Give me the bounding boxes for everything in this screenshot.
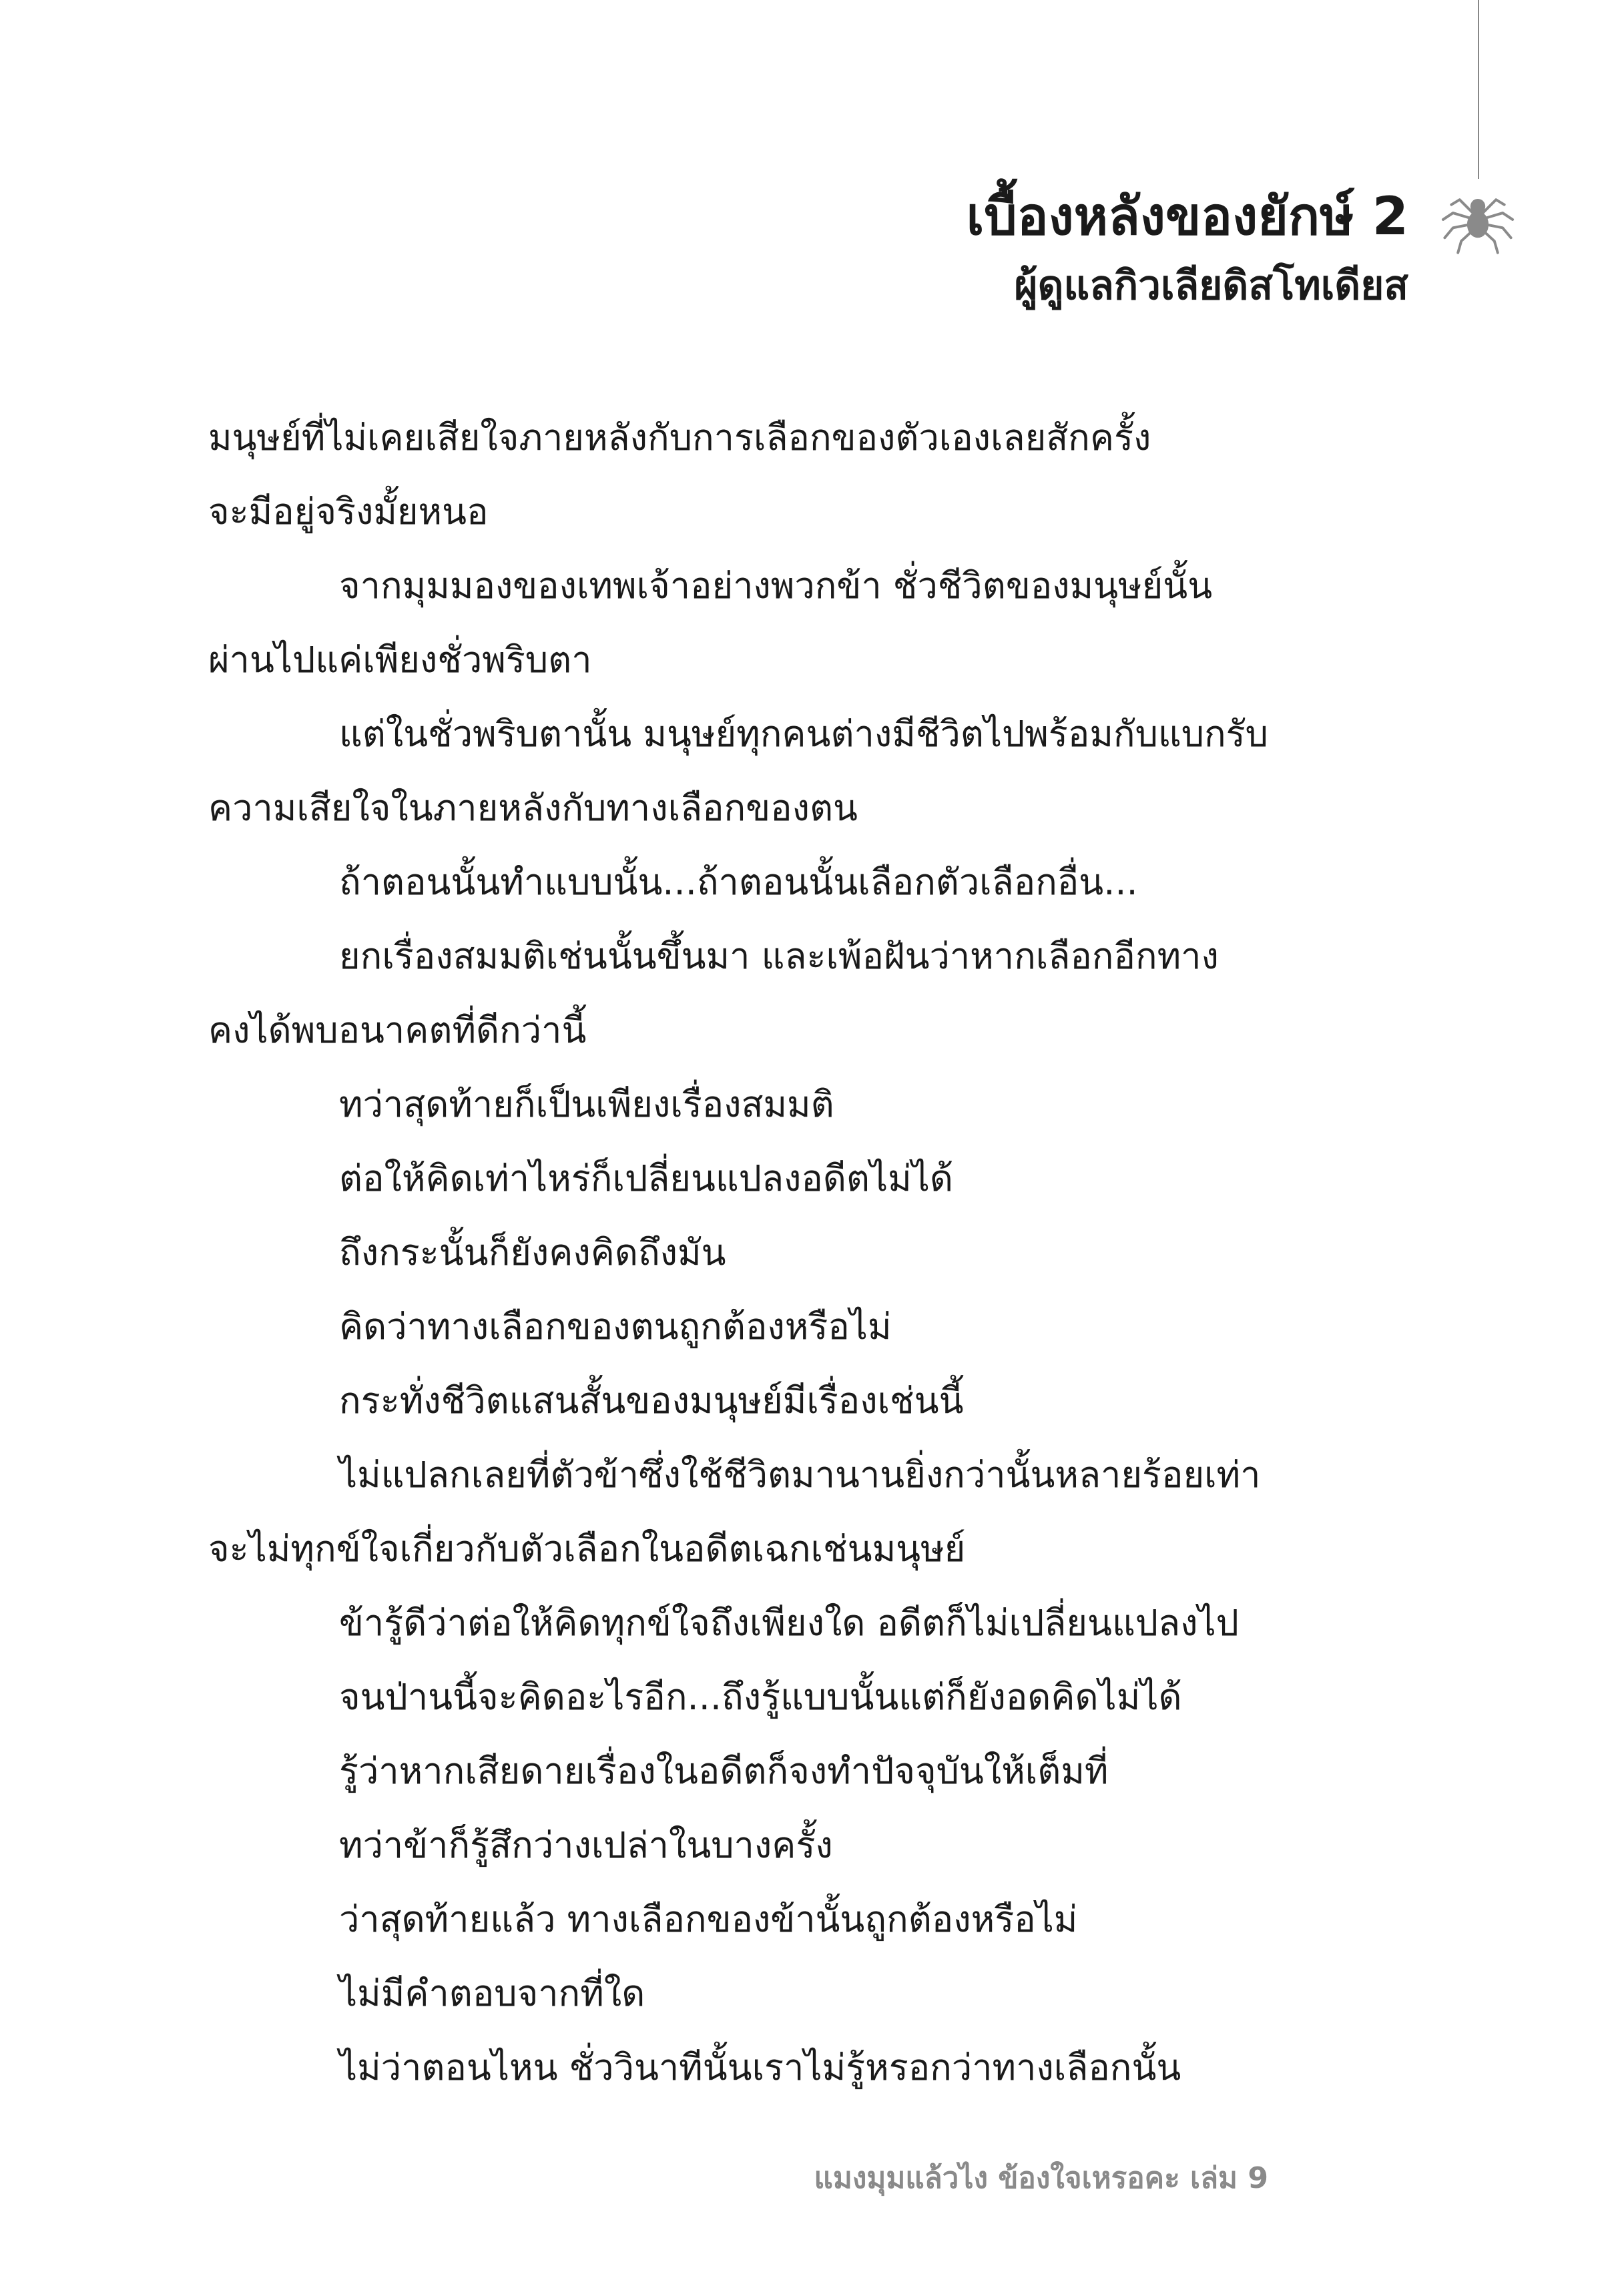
text-line: ทว่าสุดท้ายก็เป็นเพียงเรื่องสมมติ [339,1083,834,1125]
text-line: รู้ว่าหากเสียดายเรื่องในอดีตก็จงทำปัจจุบันให้เต็มที่ [339,1750,1109,1792]
text-line: ไม่แปลกเลยที่ตัวข้าซึ่งใช้ชีวิตมานานยิ่งกว่านั้นหลายร้อยเท่า [339,1454,1261,1496]
text-line: ไม่ว่าตอนไหน ชั่ววินาทีนั้นเราไม่รู้หรอกว่าทางเลือกนั้น [339,2046,1181,2088]
text-line: ทว่าข้าก็รู้สึกว่างเปล่าในบางครั้ง [339,1824,833,1866]
text-line: จะไม่ทุกข์ใจเกี่ยวกับตัวเลือกในอดีตเฉกเช่นมนุษย์ [208,1528,966,1570]
text-line: จนป่านนี้จะคิดอะไรอีก...ถึงรู้แบบนั้นแต่ก็ยังอดคิดไม่ได้ [339,1676,1182,1718]
body-text [208,400,1415,2104]
text-line: คงได้พบอนาคตที่ดีกว่านี้ [208,1009,587,1051]
chapter-title: เบื้องหลังของยักษ์ 2 [966,187,1408,247]
spider-thread [1478,0,1479,179]
chapter-header [967,180,1408,318]
text-line: มนุษย์ที่ไม่เคยเสียใจภายหลังกับการเลือกของตัวเองเลยสักครั้ง [208,416,1151,459]
text-line: ไม่มีคำตอบจากที่ใด [339,1972,645,2014]
running-footer: แมงมุมแล้วไง ข้องใจเหรอคะ เล่ม 9 [814,2161,1268,2195]
text-line: กระทั่งชีวิตแสนสั้นของมนุษย์มีเรื่องเช่นนี้ [339,1380,964,1422]
text-line: แต่ในชั่วพริบตานั้น มนุษย์ทุกคนต่างมีชีวิตไปพร้อมกับแบกรับ [339,713,1268,755]
text-line: ถึงกระนั้นก็ยังคงคิดถึงมัน [339,1231,726,1273]
spider-icon [1436,175,1519,258]
text-line: ต่อให้คิดเท่าไหร่ก็เปลี่ยนแปลงอดีตไม่ได้ [339,1157,953,1199]
text-line: จากมุมมองของเทพเจ้าอย่างพวกข้า ชั่วชีวิตของมนุษย์นั้น [339,565,1213,607]
text-line: ว่าสุดท้ายแล้ว ทางเลือกของข้านั้นถูกต้องหรือไม่ [339,1898,1078,1940]
text-line: ความเสียใจในภายหลังกับทางเลือกของตน [208,787,858,829]
text-line: ผ่านไปแค่เพียงชั่วพริบตา [208,639,592,681]
text-line: ยกเรื่องสมมติเช่นนั้นขึ้นมา และเพ้อฝันว่าหากเลือกอีกทาง [339,935,1219,977]
chapter-subtitle: ผู้ดูแลกิวเลียดิสโทเดียส [1014,262,1408,309]
text-line: ข้ารู้ดีว่าต่อให้คิดทุกข์ใจถึงเพียงใด อดีตก็ไม่เปลี่ยนแปลงไป [339,1602,1239,1644]
text-line: คิดว่าทางเลือกของตนถูกต้องหรือไม่ [339,1306,892,1348]
text-line: จะมีอยู่จริงมั้ยหนอ [208,491,489,533]
text-line: ถ้าตอนนั้นทำแบบนั้น...ถ้าตอนนั้นเลือกตัวเลือกอื่น... [339,861,1138,903]
